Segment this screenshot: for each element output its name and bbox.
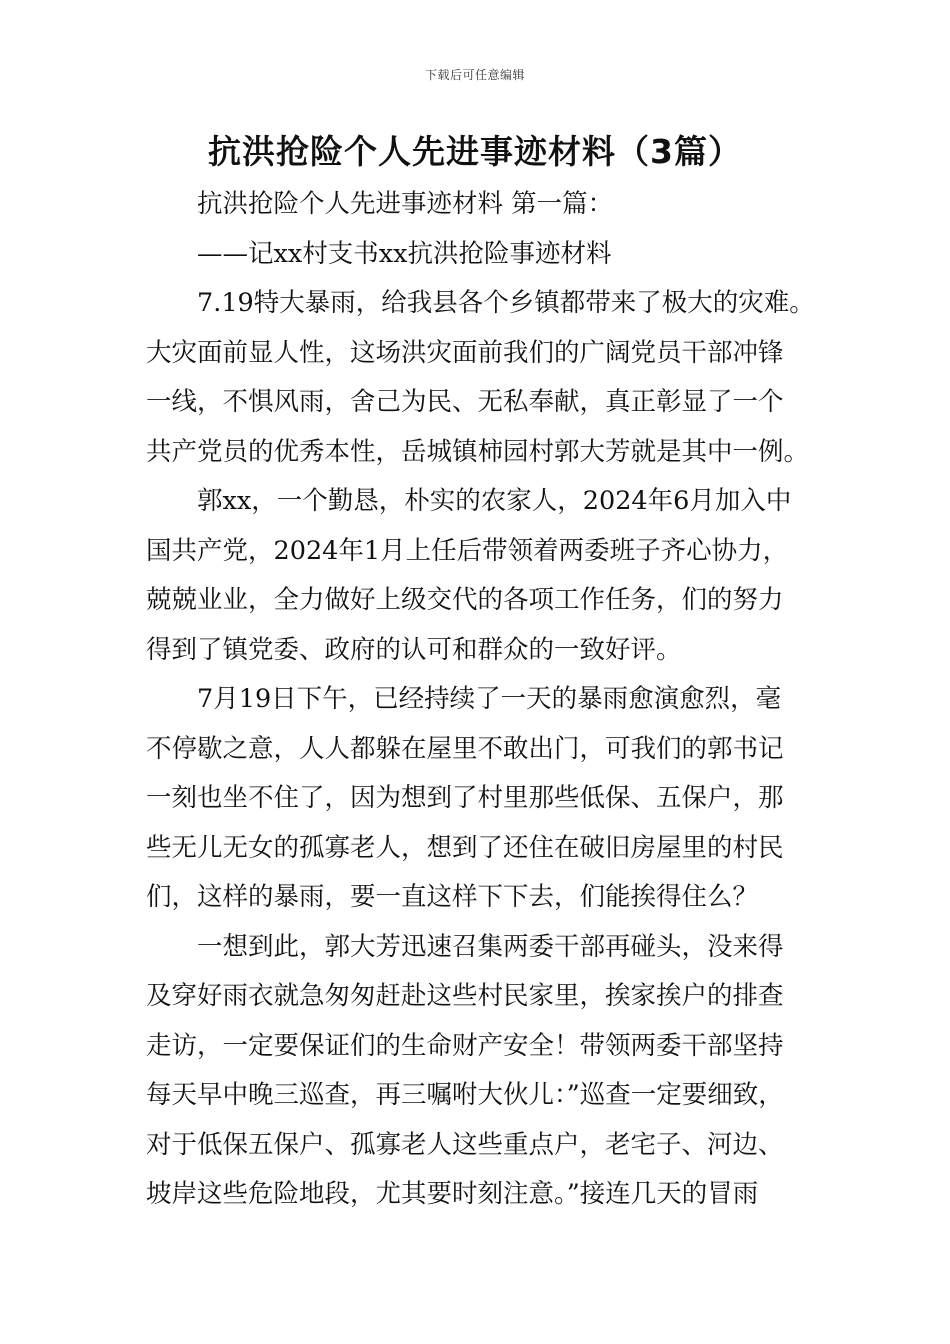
paragraph-line: 些无儿无女的孤寡老人，想到了还住在破旧房屋里的村民 [146,832,784,863]
subtitle-line: ——记xx村支书xx抗洪抢险事迹材料 [197,238,612,269]
paragraph-line: 7.19特大暴雨，给我县各个乡镇都带来了极大的灾难。 [197,288,815,318]
document-body [146,180,836,1220]
paragraph-line: 共产党员的优秀本性，岳城镇柿园村郭大芳就是其中一例。 [146,436,810,467]
paragraph-line: 一想到此，郭大芳迅速召集两委干部再碰头，没来得 [197,931,784,962]
paragraph-line: 7月19日下午，已经持续了一天的暴雨愈演愈烈，毫 [197,684,782,714]
paragraph-line: 不停歇之意，人人都躲在屋里不敢出门，可我们的郭书记 [146,733,784,764]
paragraph-line: 对于低保五保户、孤寡老人这些重点户，老宅子、河边、 [146,1129,784,1160]
paragraph-line: 每天早中晚三巡查，再三嘱咐大伙儿：”巡查一定要细致， [146,1080,784,1110]
paragraph-line: 及穿好雨衣就急匆匆赶赴这些村民家里，挨家挨户的排查 [146,981,784,1011]
paragraph-line: 一刻也坐不住了，因为想到了村里那些低保、五保户，那 [146,783,784,813]
paragraph-line: 们，这样的暴雨，要一直这样下下去，们能挨得住么？ [146,882,759,912]
paragraph-line: 国共产党，2024年1月上任后带领着两委班子齐心协力， [146,535,789,566]
section-heading: 抗洪抢险个人先进事迹材料 第一篇： [197,189,614,219]
paragraph-line: 兢兢业业，全力做好上级交代的各项工作任务，们的努力 [146,585,784,615]
document-title: 抗洪抢险个人先进事迹材料（3篇） [208,132,742,171]
paragraph-line: 大灾面前显人性，这场洪灾面前我们的广阔党员干部冲锋 [146,337,784,368]
paragraph-line: 一线，不惧风雨，舍己为民、无私奉献，真正彰显了一个 [146,387,784,417]
paragraph-line: 坡岸这些危险地段，尤其要时刻注意。”接连几天的冒雨 [146,1179,759,1209]
header-note: 下载后可任意编辑 [424,68,525,82]
paragraph-line: 得到了镇党委、政府的认可和群众的一致好评。 [146,634,682,665]
paragraph-line: 走访，一定要保证们的生命财产安全！带领两委干部坚持 [146,1030,784,1061]
paragraph-line: 郭xx，一个勤恳，朴实的农家人，2024年6月加入中 [197,486,792,516]
